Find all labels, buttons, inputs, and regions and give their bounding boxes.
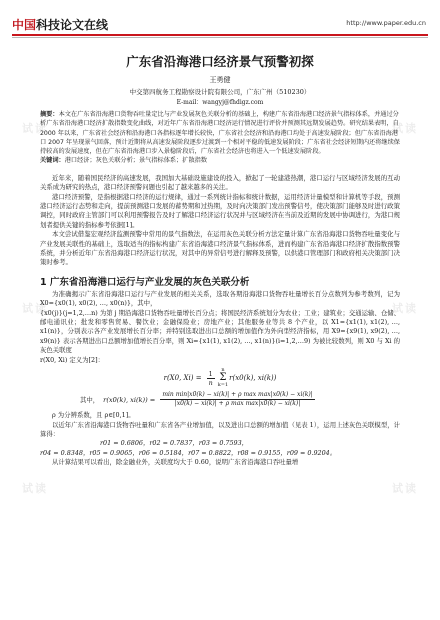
watermark: 试读	[392, 482, 418, 495]
paper-title: 广东省沿海港口经济景气预警初探	[126, 54, 314, 69]
intro	[40, 174, 400, 268]
section-paragraph: 以近年广东省沿海港口货物吞吐量和广东省各产业增加值，以及进出口总额的增加值（见表 1），运用上述灰色关联模型，计算得：	[40, 420, 400, 438]
paper-affiliation: 中交第四航务工程勘察设计院有限公司，广东广州（510230）	[129, 88, 311, 96]
formula-grey-relation	[40, 368, 400, 388]
formula-fraction	[207, 370, 215, 387]
watermark: 试读	[22, 482, 48, 495]
intro-paragraph: 近年来，随着国民经济的高速发展，我国加大基础设施建设的投入，掀起了一轮建港热潮，港口运行与区域经济发展的互动关系成为研究的热点，港口经济预警问题也引起了越来越多的关注。	[40, 173, 400, 192]
keywords-text: 港口经济；灰色关联分析；景气指标体系；扩散指数	[64, 157, 208, 165]
logo-text: 科技论文在线	[36, 18, 109, 32]
formula2-numerator: min min|x0(k) − xi(k)| + ρ max max|x0(k) − xi(k)|	[162, 391, 313, 399]
section-paragraph: {x0(j)}(j=1,2,…n) 为第 j 期沿海港口货物吞吐量增长百分点；将国民经济系统划分为农业；工业；建筑业；交通运输、仓储、邮电通讯业；批发和零售贸易、餐饮业；金融保险业；房地产业；其他服务业等共 8 个产业，以 X1={x1(1), x1(2), …, x1(n)}，分别表示各产业发展增长百分率；并特别选取进出口总额的增加值作为外向型经济指标，用 X9={x9(1), x9(2), …, x9(n)} 表示各期进出口总额增加值增长百分率，则 Xi={x1(1), x1(2), …, x1(n)}(i=1,2,…9) 为被比较数列，则 X0 与 Xi 的灰色关联度	[40, 308, 400, 355]
header-red-rule	[12, 34, 428, 36]
section-body-2	[40, 411, 400, 467]
watermark: 试读	[22, 302, 48, 315]
abstract-label: 摘要：	[40, 111, 59, 118]
header-gray-rule	[12, 37, 428, 38]
watermark: 试读	[392, 122, 418, 135]
rho-line: ρ 为分辨系数，且 ρ∈[0,1]。	[52, 411, 135, 420]
section-body	[40, 290, 400, 365]
formula2-fraction	[160, 391, 314, 408]
paper-content	[40, 48, 400, 468]
section-paragraph: 为准确揭示广东省沿海港口运行与产业发展的相关关系，选取各期沿海港口货物吞吐量增长百分点数列为参考数列，记为 X0={x0(1), x0(2), …, x0(n)}，其中，	[40, 289, 400, 308]
site-url[interactable]: http://www.paper.edu.cn	[346, 19, 426, 27]
watermark: 试读	[22, 122, 48, 135]
relation-values: r04 = 0.8348，r05 = 0.9065，r06 = 0.5184，r07 = 0.8822，r08 = 0.9155，r09 = 0.9204。	[40, 448, 337, 457]
formula2-lhs: r(x0(k), xi(k)) =	[103, 395, 156, 404]
formula-rhs: r(x0(k), xi(k))	[229, 374, 277, 383]
formula2-denominator: |x0(k) − xi(k)| + ρ max max|x0(k) − xi(k)|	[174, 400, 301, 408]
paper-author: 王勇健	[209, 76, 231, 84]
keywords-label: 关键词：	[40, 157, 65, 165]
section-paragraph: 从计算结果可以看出，除金融业外，关联度均大于 0.60，说明广东省沿海港口吞吐量增	[52, 458, 299, 467]
intro-paragraph: 港口经济预警，是指根据港口经济的运行规律，通过一系列统计指标和统计数据，运用经济计量模型和计算机等手段，预测港口经济运行态势和走向，提前预测港口发展的蓄势期和过热期，及时向决策部门发出预警信号，使决策部门能够及时进行政策调控，同时政府主管部门可以利用预警报告及时了解港口经济运行状况并与区域经济在当前及近期的发展中协调进行，为港口规划者提供关键的指标参考依据[1]。	[40, 192, 400, 229]
paper-email[interactable]: E-mail：wangyj@fhdigz.com	[176, 99, 264, 106]
abstract	[40, 110, 400, 166]
relation-values: r01 = 0.6806，r02 = 0.7837，r03 = 0.7593，	[100, 439, 249, 448]
fraction-numerator: 1	[208, 369, 213, 378]
sigma-icon: Σ	[219, 372, 227, 384]
page-header	[0, 0, 440, 40]
sum-symbol	[218, 368, 228, 388]
logo-red-text: 中国	[12, 18, 37, 32]
formula-coefficient	[80, 391, 400, 408]
section-heading: 1 广东省沿海港口运行与产业发展的灰色关联分析	[40, 276, 250, 288]
section-paragraph: r(X0, Xi) 定义为[2]：	[40, 355, 104, 364]
sum-upper: n	[221, 367, 225, 374]
formula-lhs: r(X0, Xi) =	[163, 374, 202, 383]
site-logo[interactable]	[12, 16, 108, 33]
intro-paragraph: 本文尝试借鉴宏观经济监测预警中常用的景气指数法，在运用灰色关联分析方法定量计算广东省沿海港口货物吞吐量变化与产业发展关联性的基础上，选取适当的指标构建广东省沿海港口经济景气指标体系，进而构建广东省沿海港口经济扩散指数预警系统，并分析近年广东省沿海港口经济运行状况，对其中的异常信号进行解释及预警，以供港口管理部门和政府相关决策部门决策时参考。	[40, 230, 400, 267]
abstract-text: 本文在广东省沿海港口货物吞吐量定比与产业发展灰色关联分析的基础上，构建广东省沿海港口经济景气指标体系，并通过分析广东省沿海港口经济扩散指数变化曲线，对近年广东省沿海港口经济运行情况进行评价并预测其远期发展趋势。研究结果表明，自 2000 年以来，广东省社会经济和沿海港口各指标逐年增长较快，广东省社会经济和沿海港口均处于高速发展阶段；但广东省沿海港口 2007 年呈现景气回落，预计近期将从高速发展阶段逐步过渡到一个相对平稳的低速发展阶段；广东省社会经济短期内还将继续保持较高的发展速度，但在广东省沿海港口步入景稳阶段后，广东省社会经济也将进入一个低速发展阶段。	[40, 111, 400, 156]
formula-lead: 其中，	[80, 396, 100, 405]
sum-lower: k=1	[217, 382, 229, 389]
watermark: 试读	[392, 302, 418, 315]
fraction-denominator: n	[208, 378, 213, 387]
